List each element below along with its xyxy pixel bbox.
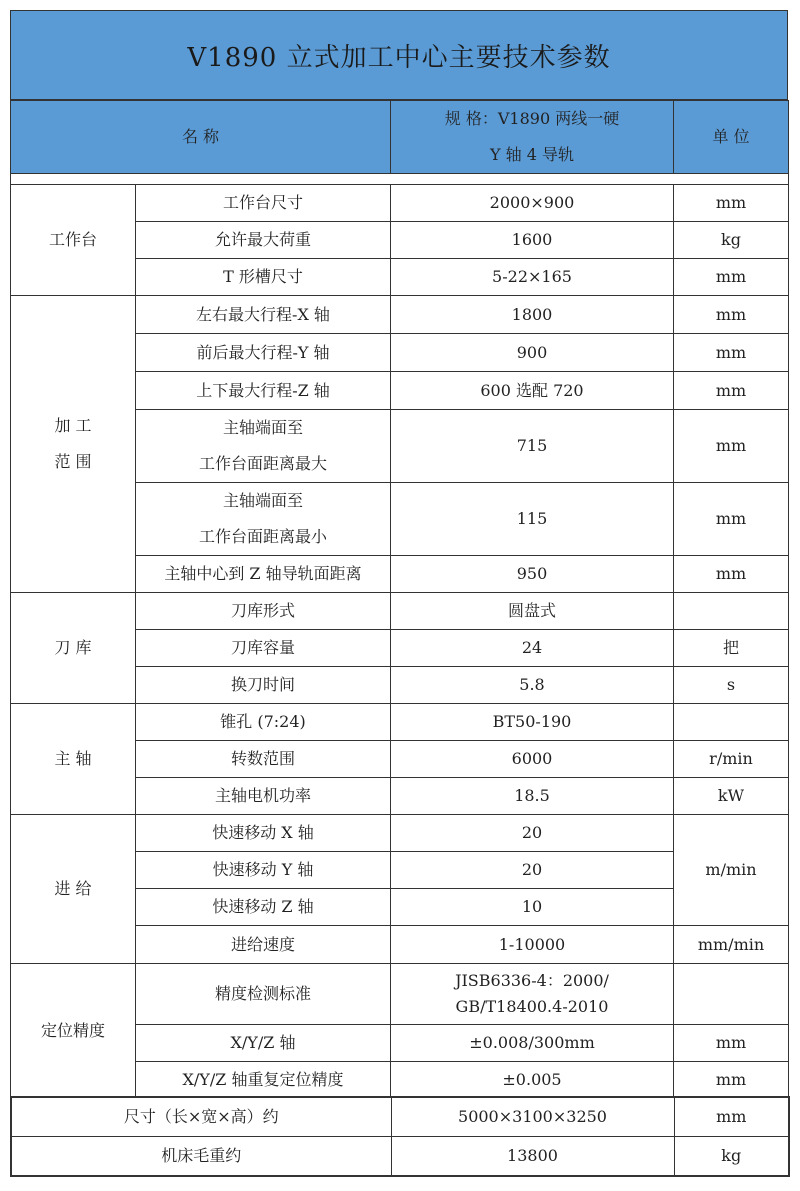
row-value: 950 [391,556,674,593]
row-value: 115 [391,483,674,556]
row-value: 20 [391,852,674,889]
row-item: X/Y/Z 轴 [136,1025,391,1062]
row-item [136,483,391,556]
row-item: 主轴电机功率 [136,778,391,815]
group-label-line2: 范 围 [54,452,92,471]
row-value: 1600 [391,222,674,259]
header-unit: 单 位 [674,101,789,174]
row-unit: kg [674,222,789,259]
row-unit: mm [674,296,789,334]
header-name: 名 称 [11,101,391,174]
row-unit [674,593,789,630]
row-item-line1: 主轴端面至 [222,418,303,437]
row-unit: mm [674,259,789,296]
row-unit: mm [674,1025,789,1062]
row-item-line1: 主轴端面至 [222,491,303,510]
row-item-line2: 工作台面距离最小 [198,527,327,546]
row-unit: s [674,667,789,704]
row-unit: mm [674,483,789,556]
group-label: 定位精度 [11,964,136,1098]
row-unit [674,704,789,741]
row-unit: mm [674,410,789,483]
row-value: 5.8 [391,667,674,704]
row-value-line2: GB/T18400.4-2010 [455,997,609,1016]
row-item-line2: 工作台面距离最大 [198,454,327,473]
header-row [11,101,789,174]
row-value: ±0.008/300mm [391,1025,674,1062]
row-item: 前后最大行程-Y 轴 [136,334,391,372]
table-row [11,964,789,1025]
row-unit: mm [674,1062,789,1098]
row-unit: mm [674,334,789,372]
row-item: 精度检测标准 [136,964,391,1025]
row-value: 5-22×165 [391,259,674,296]
row-value: 715 [391,410,674,483]
table-row [11,1137,789,1177]
row-item: 上下最大行程-Z 轴 [136,372,391,410]
row-unit: mm [674,185,789,222]
row-item: 主轴中心到 Z 轴导轨面距离 [136,556,391,593]
row-unit: mm [674,556,789,593]
row-item: 刀库形式 [136,593,391,630]
table-row [11,296,789,334]
table-row [11,185,789,222]
row-value: 10 [391,889,674,926]
row-unit [674,964,789,1025]
group-label: 进 给 [11,815,136,964]
row-item: 换刀时间 [136,667,391,704]
row-item: 快速移动 Z 轴 [136,889,391,926]
row-unit: r/min [674,741,789,778]
header-spec [391,101,674,174]
row-unit: mm/min [674,926,789,964]
row-item: 允许最大荷重 [136,222,391,259]
row-value [391,964,674,1025]
table-row [11,815,789,852]
row-item: 刀库容量 [136,630,391,667]
row-item: 左右最大行程-X 轴 [136,296,391,334]
header-spec-line1: 规 格：V1890 两线一硬 [444,109,620,128]
table-row [11,1097,789,1137]
table-row [11,704,789,741]
row-item: 进给速度 [136,926,391,964]
row-item: 尺寸（长×宽×高）约 [11,1097,391,1137]
row-value: 6000 [391,741,674,778]
row-unit: mm [674,1097,789,1137]
group-label: 刀 库 [11,593,136,704]
header-spec-line2: Y 轴 4 导轨 [489,145,574,164]
table-row [11,593,789,630]
row-item: 快速移动 X 轴 [136,815,391,852]
row-item: 转数范围 [136,741,391,778]
row-value: 24 [391,630,674,667]
row-unit: kg [674,1137,789,1177]
row-value: ±0.005 [391,1062,674,1098]
row-unit: 把 [674,630,789,667]
footer-table [10,1096,790,1177]
row-unit: kW [674,778,789,815]
row-value: 2000×900 [391,185,674,222]
row-value: BT50-190 [391,704,674,741]
row-value: 600 选配 720 [391,372,674,410]
spec-table [10,100,789,1098]
row-value: 13800 [391,1137,674,1177]
row-item: X/Y/Z 轴重复定位精度 [136,1062,391,1098]
row-value-line1: JISB6336-4：2000/ [455,971,609,990]
row-item [136,410,391,483]
row-value: 圆盘式 [391,593,674,630]
row-unit: m/min [674,815,789,926]
group-label [11,296,136,593]
row-item: 工作台尺寸 [136,185,391,222]
row-value: 5000×3100×3250 [391,1097,674,1137]
row-value: 900 [391,334,674,372]
group-label-line1: 加 工 [54,416,92,435]
row-item: T 形槽尺寸 [136,259,391,296]
row-item: 锥孔 (7:24) [136,704,391,741]
row-value: 18.5 [391,778,674,815]
row-item: 快速移动 Y 轴 [136,852,391,889]
spacer-row [11,174,789,185]
row-value: 1800 [391,296,674,334]
page-title: V1890 立式加工中心主要技术参数 [10,10,788,100]
group-label: 主 轴 [11,704,136,815]
row-value: 20 [391,815,674,852]
row-item: 机床毛重约 [11,1137,391,1177]
group-label: 工作台 [11,185,136,296]
row-value: 1-10000 [391,926,674,964]
row-unit: mm [674,372,789,410]
